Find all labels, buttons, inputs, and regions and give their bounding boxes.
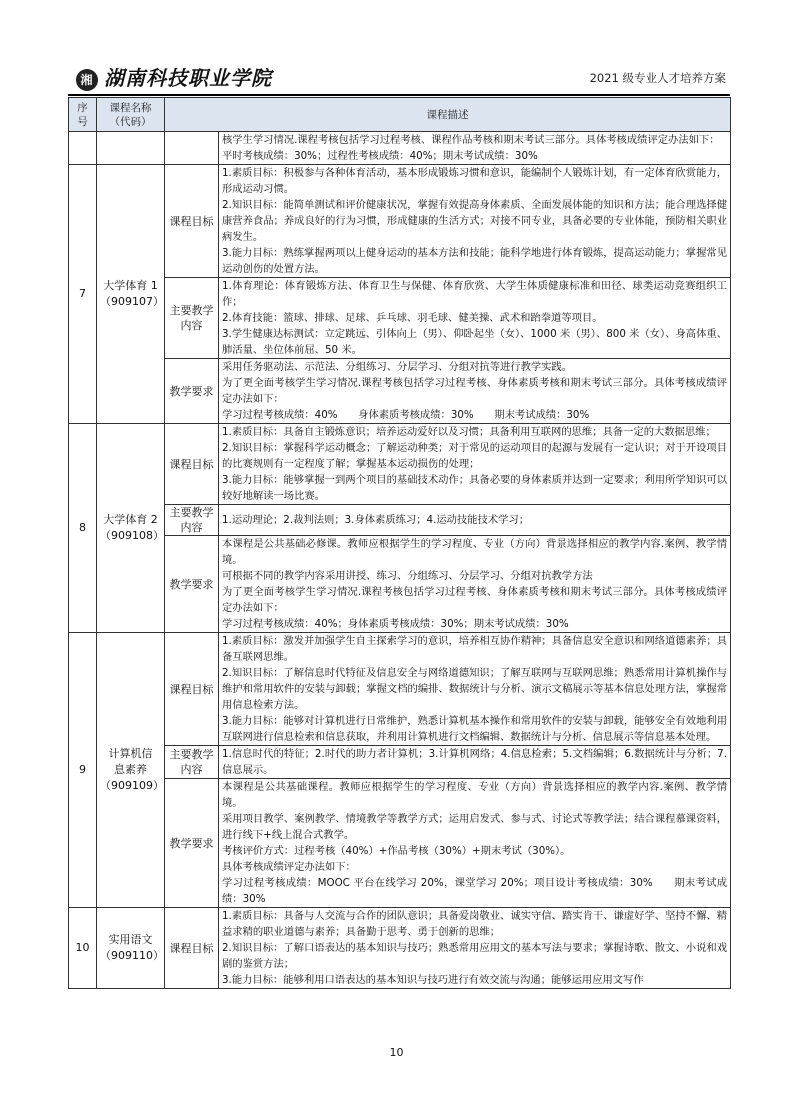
document-title: 2021 级专业人才培养方案 — [589, 71, 726, 85]
school-logo-text: 湖南科技职业学院 — [104, 66, 272, 90]
col-header-name: 课程名称 （代码） — [97, 98, 165, 132]
course-req-label: 教学要求 — [165, 359, 219, 424]
course-req-label: 教学要求 — [165, 779, 219, 908]
course-content-text: 1.运动理论；2.裁判法则；3.身体素质练习；4.运动技能技术学习； — [219, 505, 731, 536]
course-goal-text: 1.素质目标：具备与人交流与合作的团队意识；具备爱岗敬业、诚实守信、踏实肯干、谦虚好学、坚持不懈、精益求精的职业道德与素养；具备勤于思考、勇于创新的思维； 2.知识目标：了解口语表达的基本知识与技巧；熟悉常用应用文的基本写法与要求；掌握诗歌、散文、小说和戏剧的鉴赏方法； 3.能力目标：能够利用口语表达的基本知识与技巧进行有效交流与沟通；能够运用应用文写作 — [219, 908, 731, 989]
course-content-label: 主要教学内容 — [165, 746, 219, 779]
course-content-text: 1.体育理论：体育锻炼方法、体育卫生与保健、体育欣赏、大学生体质健康标准和田径、球类运动竞赛组织工作； 2.体育技能：篮球、排球、足球、乒乓球、羽毛球、健美操、武术和跆拳道等项目。 3.学生健康达标测试：立定跳远、引体向上（男）、仰卧起坐（女）、1000 米（男）、800 米（女）、身高体重、肺活量、坐位体前屈、50 米。 — [219, 278, 731, 359]
continuation-text: 核学生学习情况.课程考核包括学习过程考核、课程作品考核和期末考试三部分。具体考核成绩评定办法如下： 平时考核成绩：30%；过程性考核成绩：40%；期末考试成绩：30% — [219, 132, 731, 165]
course-number: 10 — [69, 908, 97, 989]
course-goal-label: 课程目标 — [165, 908, 219, 989]
course-goal-text: 1.素质目标：积极参与各种体育活动，基本形成锻炼习惯和意识，能编制个人锻炼计划，有一定体育欣赏能力，形成运动习惯。 2.知识目标：能简单测试和评价健康状况，掌握有效提高身体素质、全面发展体能的知识和方法；能合理选择健康营养食品；养成良好的行为习惯，形成健康的生活方式；对接不同专业，具备必要的专业体能，预防相关职业病发生。 3.能力目标：熟练掌握两项以上健身运动的基本方法和技能；能科学地进行体育锻炼，提高运动能力；掌握常见运动创伤的处置方法。 — [219, 165, 731, 278]
course-req-text: 采用任务驱动法、示范法、分组练习、分层学习、分组对抗等进行教学实践。 为了更全面考核学生学习情况.课程考核包括学习过程考核、身体素质考核和期末考试三部分。具体考核成绩评定办法如下： 学习过程考核成绩：40% 身体素质考核成绩：30% 期末考试成绩：30% — [219, 359, 731, 424]
col-header-desc: 课程描述 — [165, 98, 731, 132]
table-row — [69, 633, 731, 746]
page-header — [68, 60, 730, 94]
table-row — [69, 908, 731, 989]
course-number: 7 — [69, 165, 97, 424]
table-row — [69, 165, 731, 278]
school-logo — [76, 62, 272, 91]
course-content-label: 主要教学内容 — [165, 278, 219, 359]
course-goal-text: 1.素质目标：具备自主锻炼意识；培养运动爱好以及习惯；具备利用互联网的思维；具备一定的大数据思维； 2.知识目标：掌握科学运动概念；了解运动种类；对于常见的运动项目的起源与发展有一定认识；对于开设项目的比赛规则有一定程度了解；掌握基本运动损伤的处理； 3.能力目标：能够掌握一到两个项目的基础技术动作；具备必要的身体素质并达到一定要求；利用所学知识可以较好地解读一场比赛。 — [219, 424, 731, 505]
table-row — [69, 359, 731, 424]
header-divider — [68, 94, 730, 96]
table-row — [69, 505, 731, 536]
course-content-text: 1.信息时代的特征；2.时代的助力者计算机；3.计算机网络；4.信息检索；5.文档编辑；6.数据统计与分析；7.信息展示。 — [219, 746, 731, 779]
table-row — [69, 779, 731, 908]
table-row — [69, 536, 731, 633]
course-goal-label: 课程目标 — [165, 165, 219, 278]
course-number: 8 — [69, 424, 97, 633]
course-name: 实用语文 （909110） — [97, 908, 165, 989]
course-req-text: 本课程是公共基础必修课。教师应根据学生的学习程度、专业（方向）背景选择相应的教学内容.案例、教学情境。 可根据不同的教学内容采用讲授、练习、分组练习、分层学习、分组对抗教学方法 为了更全面考核学生学习情况.课程考核包括学习过程考核、身体素质考核和期末考试三部分。具体考核成绩评定办法如下： 学习过程考核成绩：40%；身体素质考核成绩：30%；期末考试成绩：30% — [219, 536, 731, 633]
course-req-label: 教学要求 — [165, 536, 219, 633]
table-row — [69, 132, 731, 165]
page-number: 10 — [389, 1046, 404, 1059]
course-table — [68, 97, 731, 989]
course-name: 大学体育 1 （909107） — [97, 165, 165, 424]
course-goal-label: 课程目标 — [165, 633, 219, 746]
table-row — [69, 278, 731, 359]
col-header-seq: 序 号 — [69, 98, 97, 132]
school-emblem-icon: 湘 — [76, 69, 98, 91]
course-name: 大学体育 2 （909108） — [97, 424, 165, 633]
table-row — [69, 746, 731, 779]
table-header-row — [69, 98, 731, 132]
course-goal-text: 1.素质目标：激发并加强学生自主探索学习的意识，培养相互协作精神；具备信息安全意识和网络道德素养；具备互联网思维。 2.知识目标：了解信息时代特征及信息安全与网络道德知识；了解互联网与互联网思维；熟悉常用计算机操作与维护和常用软件的安装与卸载；掌握文档的编排、数据统计与分析、演示文稿展示等基本信息处理方法，掌握常用信息检索方法。 3.能力目标：能够对计算机进行日常维护，熟悉计算机基本操作和常用软件的安装与卸载，能够安全有效地利用互联网进行信息检索和信息获取，并利用计算机进行文档编辑、数据统计与分析、信息展示等信息基本处理。 — [219, 633, 731, 746]
course-content-label: 主要教学内容 — [165, 505, 219, 536]
table-row — [69, 424, 731, 505]
course-number: 9 — [69, 633, 97, 908]
course-name: 计算机信 息素养 （909109） — [97, 633, 165, 908]
course-req-text: 本课程是公共基础课程。教师应根据学生的学习程度、专业（方向）背景选择相应的教学内容.案例、教学情境。 采用项目教学、案例教学、情境教学等教学方式；运用启发式、参与式、讨论式等教学法；结合课程慕课资料，进行线下+线上混合式教学。 考核评价方式：过程考核（40%）+作品考核（30%）+期末考试（30%）。 具体考核成绩评定办法如下： 学习过程考核成绩：MOOC 平台在线学习 20%，课堂学习 20%；项目设计考核成绩：30% 期末考试成绩：30% — [219, 779, 731, 908]
course-goal-label: 课程目标 — [165, 424, 219, 505]
